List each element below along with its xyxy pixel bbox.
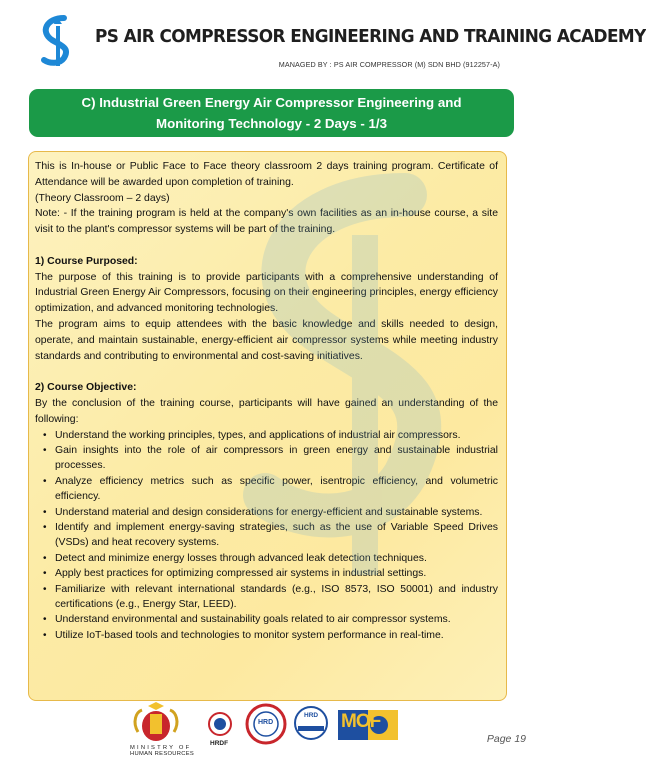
course-title-banner xyxy=(29,89,514,137)
list-item: • Gain insights into the role of air compressors in green energy and sustainable industrial processes. xyxy=(47,443,498,474)
course-title-line-1: C) Industrial Green Energy Air Compressor Engineering and xyxy=(81,95,462,110)
hrd-corp-seal-label: HRD xyxy=(258,719,274,726)
hrd-corp-claimable-label: HRD xyxy=(304,712,319,719)
list-item: • Detect and minimize energy losses through advanced leak detection techniques. xyxy=(47,551,498,566)
intro-note: Note: - If the training program is held at the company's own facilities as an in-house course, a site visit to the plant's compressor systems will be part of the training. xyxy=(35,208,498,236)
intro-paragraph: This is In-house or Public Face to Face theory classroom 2 days training program. Certificate of Attendance will be awarded upon completion of training. xyxy=(35,161,498,188)
list-item: • Utilize IoT-based tools and technologies to monitor system performance in real-time. xyxy=(47,628,498,643)
purpose-paragraph-2: The program aims to equip attendees with the basic knowledge and skills needed to design, operate, and maintain sustainable, energy-efficient air compressor systems while meeting industry standards and contributing to environmental and cost-saving initiatives. xyxy=(35,318,498,362)
ministry-line-2: HUMAN RESOURCES xyxy=(130,751,195,757)
list-item: • Understand the working principles, types, and applications of industrial air compressors. xyxy=(47,428,498,443)
list-item: • Understand environmental and sustainability goals related to air compressor systems. xyxy=(47,612,498,627)
accreditation-logos xyxy=(128,700,428,760)
hrdf-logo-icon xyxy=(208,712,232,736)
purpose-heading: 1) Course Purposed: xyxy=(35,255,138,267)
page-number: Page 19 xyxy=(486,733,526,745)
managed-by-text: MANAGED BY : PS AIR COMPRESSOR (M) SDN BHD (912257-A) xyxy=(278,60,500,69)
course-title-line-2: Monitoring Technology - 2 Days - 1/3 xyxy=(156,116,387,131)
purpose-paragraph-1: The purpose of this training is to provide participants with a comprehensive understanding of Industrial Green Energy Air Compressors, focusing on their engineering principles, energy efficiency optimization, and advanced monitoring technologies. xyxy=(35,271,498,315)
list-item: • Identify and implement energy-saving strategies, such as the use of Variable Speed Drives (VSDs) and heat recovery systems. xyxy=(47,520,498,551)
ministry-crest-icon xyxy=(128,702,184,744)
list-item: • Apply best practices for optimizing compressed air systems in industrial settings. xyxy=(47,566,498,581)
list-item: • Analyze efficiency metrics such as specific power, isentropic efficiency, and volumetric efficiency. xyxy=(47,474,498,505)
ministry-line-1: MINISTRY OF xyxy=(130,745,192,751)
course-content-box xyxy=(28,151,507,701)
objective-heading: 2) Course Objective: xyxy=(35,382,137,394)
list-item: • Understand material and design considerations for energy-efficient and sustainable systems. xyxy=(47,505,498,520)
academy-logo-icon xyxy=(34,14,82,70)
objective-list xyxy=(35,428,498,644)
list-item: • Familiarize with relevant international standards (e.g., ISO 8573, ISO 50001) and industry certifications (e.g., Energy Star, LEED). xyxy=(47,582,498,613)
intro-duration: (Theory Classroom – 2 days) xyxy=(35,192,170,204)
hrdf-label: HRDF xyxy=(210,740,229,747)
academy-title: PS AIR COMPRESSOR ENGINEERING AND TRAINING ACADEMY xyxy=(95,27,646,47)
mof-logo-label: MOF xyxy=(341,711,381,732)
objective-intro: By the conclusion of the training course, participants will have gained an understanding of the following: xyxy=(35,397,498,425)
